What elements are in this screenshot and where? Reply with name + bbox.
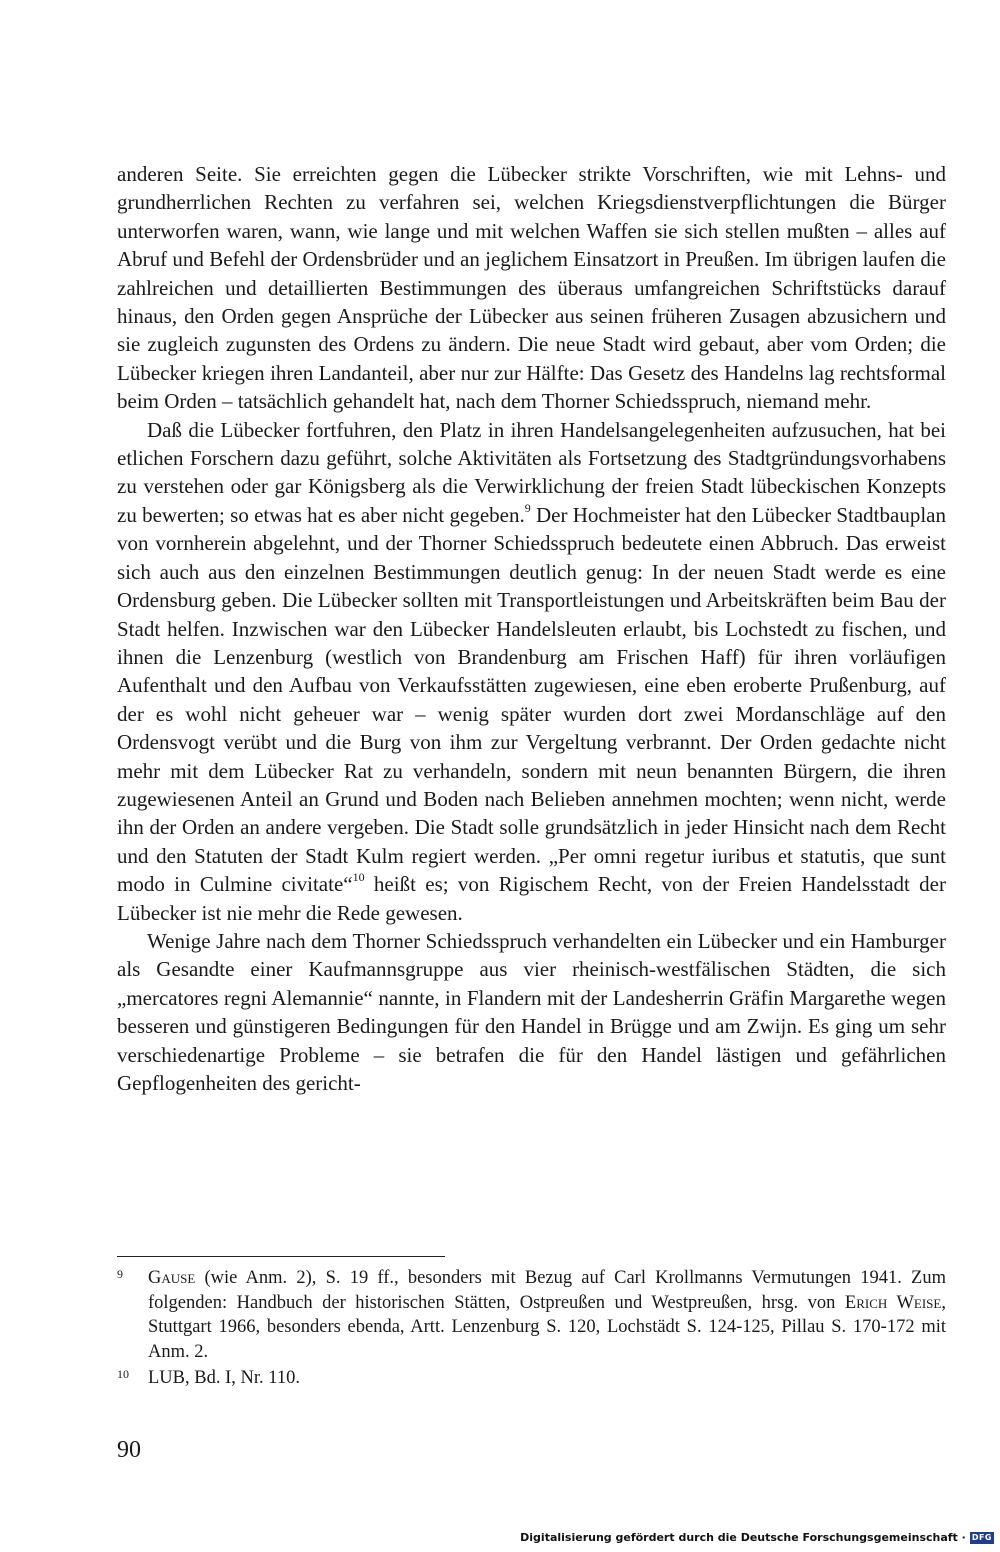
paragraph-2-part-b: Der Hochmeister hat den Lübecker Stadtbauplan von vornherein abgelehnt, und der Thorner Schiedsspruch bedeutete einen Abbruch. Das erweist sich auch aus den einzelnen Bestimmungen deutlich genug: In der neuen Stadt werde es eine Ordensburg geben. Die Lübecker sollten mit Transportleistungen und Arbeitskräften beim Bau der Stadt helfen. Inzwischen war den Lübecker Handelsleuten erlaubt, bis Lochstedt zu fischen, und ihnen die Lenzenburg (westlich von Brandenburg am Frischen Haff) für ihren vorläufigen Aufenthalt und den Aufbau von Verkaufsstätten zugewiesen, eine eben eroberte Prußenburg, auf der es wohl nicht geheuer war – wenig später wurden dort zwei Mordanschläge auf den Ordensvogt verübt und die Burg von ihm zur Vergeltung verbrannt. Der Orden gedachte nicht mehr mit dem Lübecker Rat zu verhandeln, sondern mit neun benannten Bürgern, die ihren zugewiesenen Anteil an Grund und Boden nach Belieben annehmen mochten; wenn nicht, werde ihn der Orden an andere vergeben. Die Stadt solle grundsätzlich in jeder Hinsicht nach dem Recht und den Statuten der Stadt Kulm regiert werden. „Per omni regetur iuribus et statutis, que sunt modo in Culmine civitate“ [117, 502, 946, 897]
footnote-number: 10 [117, 1367, 129, 1381]
page-number: 90 [117, 1437, 141, 1463]
footnote-separator [117, 1256, 445, 1257]
paragraph-3: Wenige Jahre nach dem Thorner Schiedsspruch verhandelten ein Lübecker und ein Hamburger als Gesandte einer Kaufmannsgruppe aus vier rheinisch-westfälischen Städten, die sich „mercatores regni Alemannie“ nannte, in Flandern mit der Landesherrin Gräfin Margarethe wegen besseren und günstigeren Bedingungen für den Handel in Brügge und am Zwijn. Es ging um sehr verschiedenartige Probleme – sie betrafen die für den Handel lästigen und gefährlichen Gepflogenheiten des gericht- [117, 928, 946, 1095]
footnote-text: LUB, Bd. I, Nr. 110. [148, 1368, 300, 1388]
credit-text: Digitalisierung gefördert durch die Deutsche Forschungsgemeinschaft · [520, 1531, 966, 1544]
footnote-number: 9 [117, 1267, 123, 1281]
paragraph-2-part-c: heißt es; von Rigischem Recht, von der Freien Handelsstadt der Lübecker ist nie mehr die Rede gewesen. [117, 872, 946, 925]
footnote-text-b: , Stuttgart 1966, besonders ebenda, Artt. Lenzenburg S. 120, Lochstädt S. 124-125, Pillau S. 170-172 mit Anm. 2. [148, 1292, 946, 1362]
digitization-credit [520, 1531, 994, 1544]
paragraph-2 [117, 416, 946, 927]
footnote-ref-9[interactable]: 9 [524, 500, 531, 515]
footnotes [117, 1266, 946, 1393]
footnote-editor: Erich Weise [844, 1292, 942, 1313]
footnote-ref-10[interactable]: 10 [352, 870, 365, 885]
footnote-text-a: (wie Anm. 2), S. 19 ff., besonders mit Bezug auf Carl Krollmanns Vermutungen 1941. Zum folgenden: Handbuch der historischen Stätten, Ostpreußen und Westpreußen, hrsg. von [148, 1268, 946, 1313]
footnote-9 [117, 1266, 946, 1364]
footnote-10 [117, 1366, 946, 1391]
paragraph-1: anderen Seite. Sie erreichten gegen die Lübecker strikte Vorschriften, wie mit Lehns- und grundherrlichen Rechten zu verfahren sei, welchen Kriegsdienstverpflichtungen die Bürger unterworfen waren, wann, wie lange und mit welchen Waffen sie sich stellen mußten – alles auf Abruf und Befehl der Ordensbrüder und an jeglichem Einsatzort in Preußen. Im übrigen laufen die zahlreichen und detaillierten Bestimmungen des überaus umfangreichen Schriftstücks darauf hinaus, den Orden gegen Ansprüche der Lübecker aus seinen früheren Zusagen abzusichern und sie zugleich zugunsten des Ordens zu ändern. Die neue Stadt wird gebaut, aber vom Orden; die Lübecker kriegen ihren Landanteil, aber nur zur Hälfte: Das Gesetz des Handelns lag rechtsformal beim Orden – tatsächlich gehandelt hat, nach dem Thorner Schiedsspruch, niemand mehr. [117, 162, 946, 414]
dfg-logo-icon: DFG [971, 1532, 992, 1542]
footnote-author: Gause [148, 1268, 196, 1288]
body-text [117, 160, 946, 1097]
paragraph-2-part-a: Daß die Lübecker fortfuhren, den Platz in ihren Handelsangelegenheiten aufzusuchen, hat bei etlichen Forschern dazu geführt, solche Aktivitäten als Fortsetzung des Stadtgründungsvorhabens zu verstehen oder gar Königsberg als die Verwirklichung der freien Stadt lübeckischen Konzepts zu bewerten; so etwas hat es aber nicht gegeben. [117, 417, 946, 527]
